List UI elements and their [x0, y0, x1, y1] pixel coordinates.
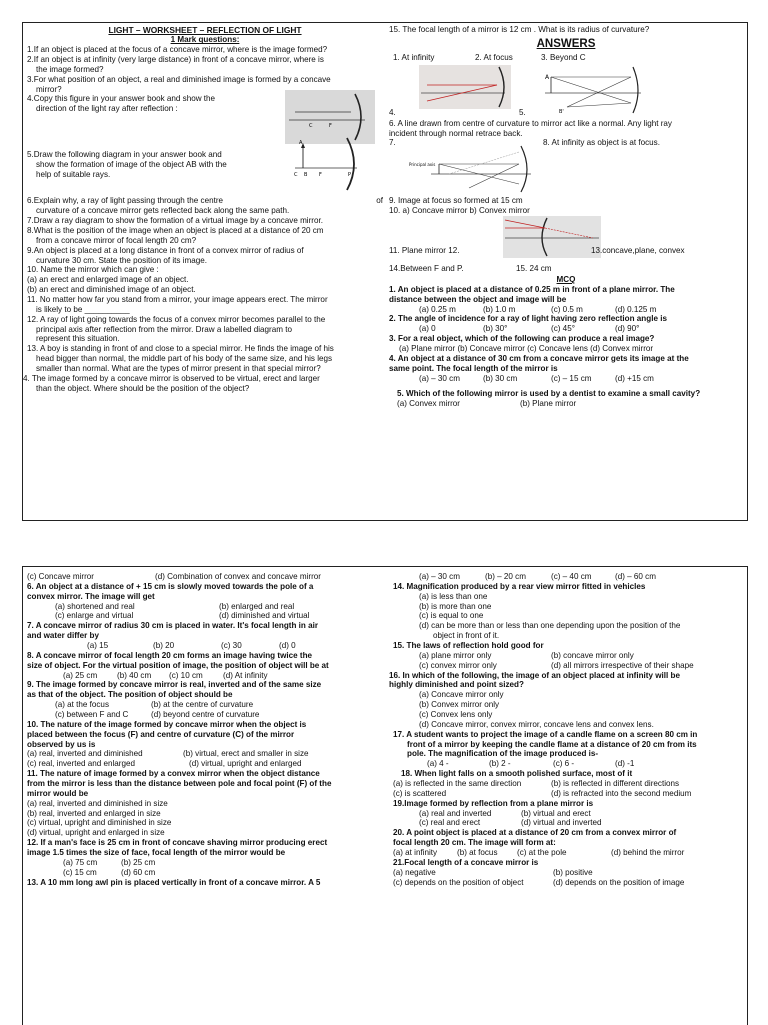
page1-right-column — [389, 23, 743, 409]
mcq-option: (d) – 60 cm — [615, 572, 656, 581]
mcq-option: (d) depends on the position of image — [553, 877, 685, 887]
p2-question-7-options — [27, 641, 383, 651]
mcq-option-cont: object in front of it. — [433, 631, 500, 641]
p2-question-19-options-cd — [389, 818, 743, 828]
mcq-option: (b) 1.0 m — [483, 304, 516, 314]
p2-question-17-cont2: pole. The magnification of the image produced is- — [407, 749, 599, 759]
answer-15: 15. 24 cm — [516, 264, 552, 274]
worksheet-page-2 — [22, 566, 748, 1025]
mcq-option: (d) can be more than or less than one depending upon the position of the — [419, 621, 681, 631]
p2-question-14: 14. Magnification produced by a rear view mirror fitted in vehicles — [393, 581, 646, 591]
p2-question-12: 12. If a man's face is 25 cm in front of concave shaving mirror producing erect — [27, 838, 328, 848]
p2-question-12-options-ab — [27, 858, 383, 868]
answer-6: 6. A line drawn from centre of curvature to mirror act like a normal. Any light ray — [389, 118, 672, 128]
mcq-2: 2. The angle of incidence for a ray of light having zero reflection angle is — [389, 314, 667, 324]
answers-7-8 — [389, 138, 743, 196]
question-10-a: (a) an erect and enlarged image of an object. — [27, 275, 189, 285]
question-6-of: of — [376, 196, 383, 206]
mcq-3-options: (a) Plane mirror (b) Concave mirror (c) Concave lens (d) Convex mirror — [399, 344, 654, 354]
question-12-cont2: represent this situation. — [36, 334, 120, 344]
mcq-option: (d) all mirrors irrespective of their shape — [551, 660, 694, 670]
mcq-option: (b) concave mirror only — [551, 650, 634, 660]
p2-question-10-options-cd — [27, 759, 383, 769]
mcq-option: (b) 40 cm — [117, 670, 152, 680]
mcq-option: (b) 25 cm — [121, 857, 156, 867]
mcq-option: (a) real, inverted and diminished in size — [27, 798, 168, 808]
p2-question-18: 18. When light falls on a smooth polished surface, most of it — [401, 769, 633, 779]
mcq-4-options — [389, 374, 743, 384]
p2-question-15-options-ab — [389, 651, 743, 661]
mcq-option: (a) Concave mirror only — [419, 690, 504, 700]
mcq-option: (c) 30 — [221, 641, 242, 651]
mcq-option: (b) positive — [553, 867, 593, 877]
p2-question-9-cont: as that of the object. The position of object should be — [27, 690, 233, 700]
mcq-option: (d) 60 cm — [121, 867, 156, 877]
p2-question-16: 16. In which of the following, the image of an object placed at infinity will be — [389, 670, 680, 680]
question-7: 7.Draw a ray diagram to show the formation of a virtual image by a concave mirror. — [27, 216, 323, 226]
p2-question-12-options-cd — [27, 868, 383, 878]
question-5: 5.Draw the following diagram in your answer book and — [27, 150, 222, 160]
fig-label-b: B — [304, 172, 308, 179]
mcq-option: (a) 25 cm — [63, 670, 98, 680]
p2-question-20: 20. A point object is placed at a distance of 20 cm from a convex mirror of — [393, 828, 677, 838]
mcq-option: (c) convex mirror only — [419, 660, 497, 670]
p2-question-21-options-cd — [389, 878, 743, 888]
answers-4-5-figures — [389, 63, 743, 119]
p2-question-10-cont2: observed by us is — [27, 739, 96, 749]
mcq-option: (b) 20 — [153, 641, 175, 651]
mcq-option: (b) real, inverted and enlarged in size — [27, 808, 161, 818]
question-14-cont: than the object. Where should be the position of the object? — [36, 383, 250, 393]
question-13-cont2: smaller than normal. What are the types of mirror present in that special mirror? — [36, 364, 321, 374]
p2-question-11: 11. The nature of image formed by a convex mirror when the object distance — [27, 769, 320, 779]
mcq-option: (a) real, inverted and diminished — [27, 749, 143, 759]
mcq-option: (a) 15 — [87, 641, 109, 651]
p2-question-8: 8. A concave mirror of focal length 20 cm forms an image having twice the — [27, 650, 313, 660]
p2-question-17-cont: front of a mirror by keeping the candle flame at a distance of 20 cm from its — [407, 739, 697, 749]
question-2: 2.If an object is at infinity (very large distance) in front of a concave mirror, where is — [27, 54, 324, 64]
fig-label-b-prime: B' — [559, 108, 564, 115]
mcq-1: 1. An object is placed at a distance of 0.25 m in front of a plane mirror. The — [389, 284, 675, 294]
mcq-option: (d) Concave mirror, convex mirror, concave lens and convex lens. — [419, 719, 654, 729]
mcq-option: (b) is more than one — [419, 601, 492, 611]
mcq-option: (c) Concave mirror — [27, 572, 95, 581]
mcq-option: (c) real and erect — [419, 818, 481, 828]
fig-label-c: C — [309, 123, 313, 130]
p2-question-13: 13. A 10 mm long awl pin is placed vertically in front of a concave mirror. A 5 — [27, 877, 321, 887]
mcq-option: (a) 75 cm — [63, 857, 98, 867]
mcq-option: (a) – 30 cm — [419, 373, 460, 383]
answer-6-cont: incident through normal retrace back. — [389, 128, 523, 138]
mcq-option: (d) behind the mirror — [611, 848, 685, 858]
question-5-cont2: help of suitable rays. — [36, 170, 111, 180]
mcq-option: (d) virtual, upright and enlarged in size — [27, 828, 165, 838]
p2-question-6: 6. An object at a distance of + 15 cm is slowly moved towards the pole of a — [27, 581, 314, 591]
answers-heading: ANSWERS — [536, 37, 596, 50]
mcq-option: (a) negative — [393, 867, 436, 877]
mcq-option: (b) 30 cm — [483, 373, 518, 383]
mcq-option: (c) 10 cm — [169, 670, 203, 680]
mcq-option: (d) 0.125 m — [615, 304, 657, 314]
mcq-option: (a) real and inverted — [419, 808, 492, 818]
p2-question-7-cont: and water differ by — [27, 631, 99, 641]
mcq-option: (b) – 20 cm — [485, 572, 526, 581]
mcq-option: (d) virtual and inverted — [521, 818, 602, 828]
p2-question-9-options-cd — [27, 710, 383, 720]
mcq-option: (d) 90° — [615, 324, 640, 334]
mcq-option: (d) +15 cm — [615, 373, 654, 383]
mcq-option: (b) 2 - — [489, 759, 511, 769]
question-4: 4.Copy this figure in your answer book and show the — [27, 94, 216, 104]
p2-question-12-cont: image 1.5 times the size of face, focal length of the mirror would be — [27, 848, 286, 858]
p2-question-7: 7. A concave mirror of radius 30 cm is placed in water. It's focal length in air — [27, 621, 318, 631]
mcq-option: (c) real, inverted and enlarged — [27, 759, 135, 769]
question-13-cont: head bigger than normal, the middle part of his body of the same size, and his legs — [36, 354, 333, 364]
answer-1: 1. At infinity — [393, 52, 435, 62]
answer-7-figure — [409, 144, 537, 194]
question-5-cont: show the formation of image of the object AB with the — [36, 160, 227, 170]
question-11: 11. No matter how far you stand from a mirror, your image appears erect. The mirror — [27, 295, 328, 304]
p2-question-16-cont: highly diminished and point sized? — [389, 680, 524, 690]
question-8: 8.What is the position of the image when an object is placed at a distance of 20 cm — [27, 225, 324, 235]
mcq-option: (b) at the centre of curvature — [151, 700, 254, 710]
p2-question-6-options-ab — [27, 602, 383, 612]
mcq-option: (c) 6 - — [553, 759, 575, 769]
worksheet-page-1 — [22, 22, 748, 521]
p2-question-10-cont: placed between the focus (F) and centre of curvature (C) of the mirror — [27, 729, 295, 739]
answer-12-figure — [503, 216, 601, 258]
p2-question-8-options — [27, 671, 383, 681]
fig-label-f: F — [329, 123, 332, 130]
fig-label-c: C — [294, 172, 298, 179]
answer-2: 2. At focus — [475, 52, 513, 62]
mcq-option: (a) – 30 cm — [419, 572, 460, 581]
mcq-option: (a) shortened and real — [55, 601, 135, 611]
p2-question-6-cont: convex mirror. The image will get — [27, 591, 155, 601]
mcq-2-options — [389, 324, 743, 334]
mcq-option: (b) at focus — [457, 848, 498, 858]
question-5-block — [27, 140, 383, 196]
p2-question-21-options-ab — [389, 868, 743, 878]
question-3-cont: mirror? — [36, 84, 62, 94]
question-14: 4. The image formed by a concave mirror is observed to be virtual, erect and larger — [23, 373, 320, 383]
mcq-option: (b) virtual, erect and smaller in size — [183, 749, 309, 759]
mcq-option: (b) virtual and erect — [521, 808, 591, 818]
p2-question-20-options — [389, 848, 743, 858]
answer-10: 10. a) Concave mirror b) Convex mirror — [389, 206, 530, 216]
question-11-cont: is likely to be __________ — [36, 304, 130, 314]
p2-question-17: 17. A student wants to project the image of a candle flame on a screen 80 cm in — [393, 729, 698, 739]
question-8-cont: from a concave mirror of focal length 20 cm? — [36, 235, 197, 245]
mcq-option: (c) is scattered — [393, 788, 447, 798]
answer-4: 4. — [389, 107, 396, 117]
mcq-option: (c) 15 cm — [63, 867, 97, 877]
answer-5-figure — [537, 63, 645, 115]
question-12: 12. A ray of light going towards the focus of a convex mirror becomes parallel to the — [27, 314, 326, 324]
mcq-option: (b) 30° — [483, 324, 508, 334]
question-6: 6.Explain why, a ray of light passing through the centre — [27, 196, 224, 206]
question-9-cont: curvature 30 cm. State the position of its image. — [36, 255, 207, 265]
mcq-option: (a) 0.25 m — [419, 304, 456, 314]
mcq-1-options — [389, 305, 743, 315]
mcq-option: (a) is reflected in the same direction — [393, 779, 522, 789]
mcq-option: (b) Plane mirror — [520, 399, 577, 409]
p2-question-15: 15. The laws of reflection hold good for — [393, 641, 544, 651]
fig-label-p: P — [348, 172, 352, 179]
mcq-option: (c) depends on the position of object — [393, 877, 524, 887]
p2-question-19: 19.Image formed by reflection from a plane mirror is — [393, 798, 594, 808]
q5-options-cont — [27, 572, 383, 582]
answer-7: 7. — [389, 138, 396, 148]
answers-1-3 — [389, 53, 743, 63]
question-4-cont: direction of the light ray after reflection : — [36, 104, 178, 114]
p2-question-6-options-cd — [27, 611, 383, 621]
p2-question-9-options-ab — [27, 700, 383, 710]
p2-question-19-options-ab — [389, 809, 743, 819]
p2-question-18-options-cd — [389, 789, 743, 799]
mcq-option: (c) – 15 cm — [551, 373, 592, 383]
answer-14: 14.Between F and P. — [389, 264, 464, 274]
mcq-option: (d) virtual, upright and enlarged — [189, 759, 302, 769]
answer-8: 8. At infinity as object is at focus. — [543, 138, 660, 148]
mcq-option: (a) plane mirror only — [419, 650, 492, 660]
fig-label-principal-axis: Principal axis — [409, 162, 436, 168]
answer-11: 11. Plane mirror 12. — [389, 246, 460, 256]
mcq-option: (a) is less than one — [419, 591, 488, 601]
mcq-option: (c) is equal to one — [419, 611, 484, 621]
mcq-option: (d) is refracted into the second medium — [551, 788, 692, 798]
q13-options-cont — [389, 572, 743, 582]
question-6-cont: curvature of a concave mirror gets reflected back along the same path. — [36, 206, 290, 216]
mcq-option: (a) 0 — [419, 324, 436, 334]
mcq-option: (a) at infinity — [393, 848, 438, 858]
mcq-option: (b) Convex mirror only — [419, 700, 500, 710]
answer-5: 5. — [519, 107, 526, 117]
mcq-heading: MCQ — [556, 275, 576, 285]
mcq-option: (c) – 40 cm — [551, 572, 592, 581]
p2-question-11-cont2: mirror would be — [27, 788, 89, 798]
answers-11-15 — [389, 216, 743, 264]
question-3: 3.For what position of an object, a real and diminished image is formed by a concave — [27, 74, 331, 84]
mcq-option: (b) enlarged and real — [219, 601, 295, 611]
question-6-row — [27, 196, 383, 206]
p2-question-15-options-cd — [389, 661, 743, 671]
question-12-cont: principal axis after reflection from the mirror. Draw a labelled diagram to — [36, 324, 292, 334]
mcq-option: (a) 4 - — [427, 759, 449, 769]
p2-question-8-cont: size of object. For the virtual position of image, the position of object will be at — [27, 660, 329, 670]
mcq-option: (d) -1 — [615, 759, 635, 769]
page2-left-column — [27, 572, 383, 888]
page1-left-column — [23, 23, 383, 394]
question-15: 15. The focal length of a mirror is 12 cm . What is its radius of curvature? — [389, 25, 650, 34]
answer-9: 9. Image at focus so formed at 15 cm — [389, 196, 523, 206]
mcq-1-cont: distance between the object and image will be — [389, 294, 567, 304]
object-mirror-figure-q5 — [293, 134, 365, 192]
mcq-option: (d) diminished and virtual — [219, 611, 310, 621]
fig-label-f: F — [319, 172, 322, 179]
p2-question-17-options — [389, 759, 743, 769]
mcq-option: (c) virtual, upright and diminished in size — [27, 818, 172, 828]
answers-14-15-row — [389, 264, 743, 274]
p2-question-21: 21.Focal length of a concave mirror is — [393, 857, 539, 867]
p2-question-11-cont: from the mirror is less than the distance between pole and focal point (F) of the — [27, 779, 332, 789]
question-10: 10. Name the mirror which can give : — [27, 265, 159, 275]
p2-question-10-options-ab — [27, 749, 383, 759]
question-2-cont: the image formed? — [36, 64, 104, 74]
mcq-option: (b) is reflected in different directions — [551, 779, 680, 789]
mcq-4-cont: same point. The focal length of the mirror is — [389, 363, 558, 373]
mcq-option: (d) 0 — [279, 641, 296, 651]
p2-question-18-options-ab — [389, 779, 743, 789]
mcq-5: 5. Which of the following mirror is used by a dentist to examine a small cavity? — [397, 389, 701, 399]
mcq-option: (c) enlarge and virtual — [55, 611, 134, 621]
p2-question-9: 9. The image formed by concave mirror is real, inverted and of the same size — [27, 680, 322, 690]
question-10-b: (b) an erect and diminished image of an object. — [27, 285, 196, 295]
mcq-5-options — [389, 399, 743, 409]
mcq-option: (c) 0.5 m — [551, 304, 583, 314]
mcq-option: (d) beyond centre of curvature — [151, 710, 260, 720]
question-13: 13. A boy is standing in front of and close to a special mirror. He finds the image of his — [27, 344, 334, 354]
mcq-option: (c) at the pole — [517, 848, 567, 858]
fig-label-a: A — [299, 140, 303, 147]
worksheet-title: LIGHT – WORKSHEET – REFLECTION OF LIGHT — [108, 25, 302, 35]
answer-13: 13.concave,plane, convex — [591, 246, 685, 256]
section-heading: 1 Mark questions: — [170, 35, 240, 45]
mcq-option: (c) Convex lens only — [419, 710, 493, 720]
mcq-4: 4. An object at a distance of 30 cm from a concave mirror gets its image at the — [389, 353, 689, 363]
question-9: 9.An object is placed at a long distance in front of a convex mirror of radius of — [27, 245, 304, 255]
answer-4-figure — [419, 65, 511, 109]
mcq-option: (a) Convex mirror — [397, 399, 460, 409]
p2-question-10: 10. The nature of the image formed by concave mirror when the object is — [27, 719, 307, 729]
mcq-option: (d) At infinity — [223, 670, 268, 680]
mcq-option: (c) between F and C — [55, 710, 129, 720]
page2-right-column — [389, 572, 743, 888]
mcq-option: (d) Combination of convex and concave mirror — [155, 572, 321, 581]
mcq-option: (c) 45° — [551, 324, 575, 334]
mcq-3: 3. For a real object, which of the following can produce a real image? — [389, 334, 655, 344]
answer-3: 3. Beyond C — [541, 52, 586, 62]
question-1: 1.If an object is placed at the focus of a concave mirror, where is the image formed? — [27, 45, 328, 55]
p2-question-20-cont: focal length 20 cm. The image will form at: — [393, 838, 556, 848]
mcq-option: (a) at the focus — [55, 700, 109, 710]
fig-label-a: A — [545, 73, 550, 81]
